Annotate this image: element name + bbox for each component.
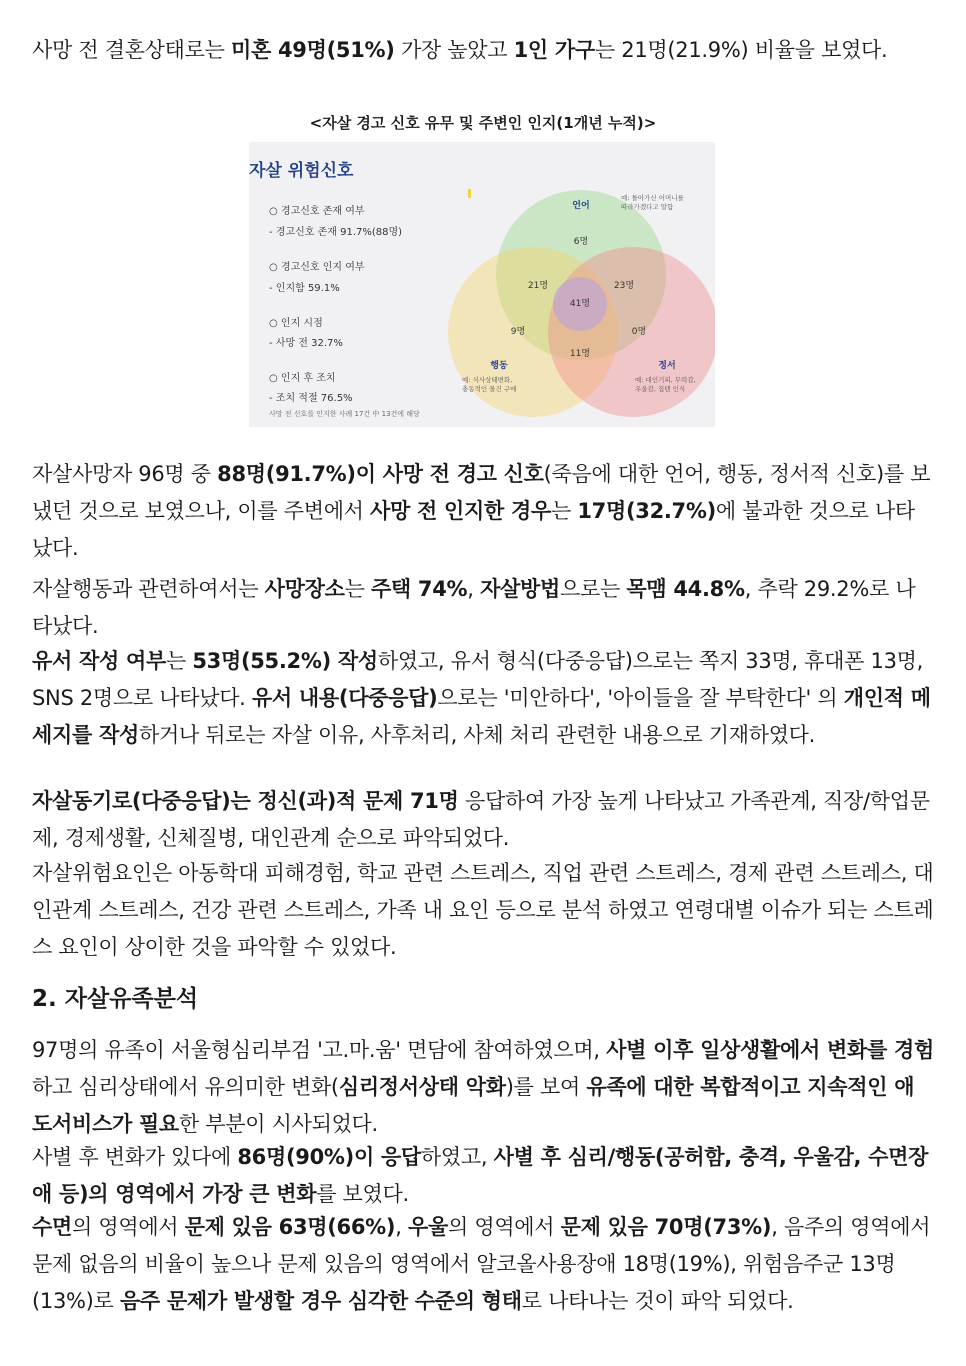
text-run: 에 불과한 것으로 나타났다. bbox=[32, 499, 915, 560]
text-run: 으로는 '미안하다', '아이들을 잘 부탁한다' 의 bbox=[437, 686, 844, 710]
text-run: 는 bbox=[344, 577, 371, 601]
figure-footnote: 사망 전 신호를 인지한 사례 17건 中 13건에 해당 bbox=[269, 410, 420, 418]
count-emotion-only: 0명 bbox=[631, 327, 647, 337]
text-run: , bbox=[395, 1215, 408, 1239]
paragraph-suicide-motive bbox=[32, 783, 934, 857]
text-run: 사망 전 결혼상태로는 bbox=[32, 38, 231, 62]
section-heading-bereaved: 2. 자살유족분석 bbox=[32, 986, 199, 1012]
count-behavior-emotion: 11명 bbox=[569, 349, 591, 359]
list-sub-3: - 사망 전 32.7% bbox=[269, 338, 343, 349]
text-run: 는 21명(21.9%) 비율을 보였다. bbox=[594, 38, 888, 62]
text-run: 는 bbox=[550, 499, 578, 523]
bold-text-run: 사망 전 인지한 경우 bbox=[370, 499, 551, 523]
note-emotion-2: 우울감, 집텐 인식 bbox=[635, 385, 686, 393]
set-label-behavior: 행동 bbox=[490, 361, 508, 371]
text-run: 97명의 유족이 서울형심리부검 '고.마.움' 면담에 참여하였으며, bbox=[32, 1038, 607, 1062]
paragraph-marital-status bbox=[32, 32, 934, 69]
text-run: 의 영역에서 bbox=[71, 1215, 185, 1239]
set-label-emotion: 정서 bbox=[658, 361, 676, 371]
text-run: 로 나타나는 것이 파악 되었다. bbox=[521, 1289, 794, 1313]
text-run: 하였고, bbox=[420, 1145, 494, 1169]
list-sub-1: - 경고신호 존재 91.7%(88명) bbox=[269, 227, 403, 238]
bold-text-run: 자살방법 bbox=[480, 577, 561, 601]
count-all: 41명 bbox=[569, 299, 591, 309]
note-behavior-2: 충동적인 물건 구매 bbox=[462, 385, 517, 393]
count-language-only: 6명 bbox=[573, 237, 589, 247]
bold-text-run: 주택 74% bbox=[370, 577, 468, 601]
bold-text-run: 심리정서상태 악화 bbox=[338, 1075, 506, 1099]
paragraph-suicide-note bbox=[32, 643, 934, 754]
list-sub-2: - 인지함 59.1% bbox=[269, 283, 340, 294]
text-run: 하거나 뒤로는 자살 이유, 사후처리, 사체 처리 관련한 내용으로 기재하였다. bbox=[138, 723, 816, 747]
figure-caption: <자살 경고 신호 유무 및 주변인 인지(1개년 누적)> bbox=[309, 114, 657, 132]
bold-text-run: 문제 있음 70명(73%) bbox=[560, 1215, 772, 1239]
text-run: , bbox=[467, 577, 481, 601]
note-emotion-1: 예: 대인기피, 무력감, bbox=[635, 376, 696, 384]
text-run: 의 영역에서 bbox=[447, 1215, 561, 1239]
text-run: 한 부분이 시사되었다. bbox=[178, 1112, 378, 1136]
text-run: 를 보였다. bbox=[316, 1182, 409, 1206]
bold-text-run: 1인 가구 bbox=[513, 38, 595, 62]
bold-text-run: 목맴 44.8% bbox=[626, 577, 745, 601]
count-language-behavior: 21명 bbox=[527, 281, 549, 291]
bold-text-run: 문제 있음 63명(66%) bbox=[184, 1215, 396, 1239]
paragraph-warning-signs bbox=[32, 456, 934, 567]
suicide-warning-figure bbox=[249, 142, 715, 427]
bold-text-run: 사별 후 심리/행동(공허함, 충격, 우울감, 수면장애 등)의 영역에서 가장 큰 변화 bbox=[32, 1145, 929, 1206]
text-run: 사별 후 변화가 있다에 bbox=[32, 1145, 238, 1169]
text-run: 응답하여 가장 높게 나타났고 가족관계, 직장/학업문제, 경제생활, 신체질병, 대인관계 순으로 파악되었다. bbox=[32, 789, 930, 850]
bold-text-run: 자살동기로(다중응답)는 정신(과)적 문제 71명 bbox=[32, 789, 459, 813]
bold-text-run: 사별 이후 일상생활에서 변화를 경험 bbox=[606, 1038, 934, 1062]
bold-text-run: 미혼 49명(51%) bbox=[231, 38, 395, 62]
note-language-1: 예: 돌아가신 어머니를 bbox=[621, 194, 684, 202]
bold-text-run: 우울 bbox=[407, 1215, 448, 1239]
bold-text-run: 유서 내용(다중응답) bbox=[251, 686, 438, 710]
text-run: (죽음에 대한 언어, 행동, 정서적 신호)를 보냈던 것으로 보였으나, 이를 주변에서 bbox=[32, 462, 931, 523]
paragraph-bereaved-overview bbox=[32, 1032, 934, 1143]
paragraph-suicide-behavior bbox=[32, 571, 934, 645]
text-run: , 음주의 영역에서 문제 없음의 비율이 높으나 문제 있음의 영역에서 알코올사용장애 18명(19%), 위험음주군 13명(13%)로 bbox=[32, 1215, 931, 1313]
list-head-2: ○ 경고신호 인지 여부 bbox=[269, 262, 365, 273]
text-run: 가장 높았고 bbox=[394, 38, 514, 62]
count-behavior-only: 9명 bbox=[510, 327, 526, 337]
bold-text-run: 사망장소 bbox=[264, 577, 345, 601]
bold-text-run: 개인적 메세지를 작성 bbox=[32, 686, 931, 747]
note-language-2: 따라가겠다고 말함 bbox=[621, 203, 674, 211]
bold-text-run: 88명(91.7%)이 사망 전 경고 신호 bbox=[217, 462, 544, 486]
list-sub-4: - 조치 적절 76.5% bbox=[269, 393, 353, 404]
bold-text-run: 유족에 대한 복합적이고 지속적인 애도서비스가 필요 bbox=[32, 1075, 915, 1136]
yellow-marker bbox=[468, 189, 471, 198]
bold-text-run: 17명(32.7%) bbox=[577, 499, 716, 523]
note-behavior-1: 예: 식사상태변화, bbox=[462, 376, 513, 384]
count-language-emotion: 23명 bbox=[613, 281, 635, 291]
text-run: 하고 심리상태에서 유의미한 변화( bbox=[32, 1075, 339, 1099]
set-label-language: 언어 bbox=[572, 201, 590, 211]
text-run: 하였고, 유서 형식(다중응답)으로는 쪽지 33명, 휴대폰 13명, SNS 2명으로 나타났다. bbox=[32, 649, 923, 710]
paragraph-sleep-depression-alcohol bbox=[32, 1209, 934, 1320]
bold-text-run: 음주 문제가 발생할 경우 심각한 수준의 형태 bbox=[119, 1289, 522, 1313]
bold-text-run: 수면 bbox=[32, 1215, 72, 1239]
text-run: 자살위험요인은 아동학대 피해경험, 학교 관련 스트레스, 직업 관련 스트레스, 경제 관련 스트레스, 대인관계 스트레스, 건강 관련 스트레스, 가족 내 요인 등으로 분석 하였고 연령대별 이슈가 되는 스트레스 요인이 상이한 것을 파악할 수 있었다. bbox=[32, 861, 934, 959]
text-run: 으로는 bbox=[560, 577, 627, 601]
text-run: 자살행동과 관련하여서는 bbox=[32, 577, 265, 601]
list-head-1: ○ 경고신호 존재 여부 bbox=[269, 206, 365, 217]
bold-text-run: 53명(55.2%) 작성 bbox=[192, 649, 378, 673]
text-run: )를 보여 bbox=[505, 1075, 587, 1099]
paragraph-bereavement-change bbox=[32, 1139, 934, 1213]
paragraph-risk-factors bbox=[32, 855, 934, 966]
bold-text-run: 86명(90%)이 응답 bbox=[237, 1145, 421, 1169]
text-run: 는 bbox=[165, 649, 193, 673]
text-run: 자살사망자 96명 중 bbox=[32, 462, 218, 486]
list-head-4: ○ 인지 후 조치 bbox=[269, 373, 336, 384]
list-head-3: ○ 인지 시점 bbox=[269, 318, 323, 329]
text-run: , 추락 29.2%로 나타났다. bbox=[32, 577, 916, 638]
figure-title: 자살 위험신호 bbox=[249, 161, 354, 181]
bold-text-run: 유서 작성 여부 bbox=[32, 649, 166, 673]
